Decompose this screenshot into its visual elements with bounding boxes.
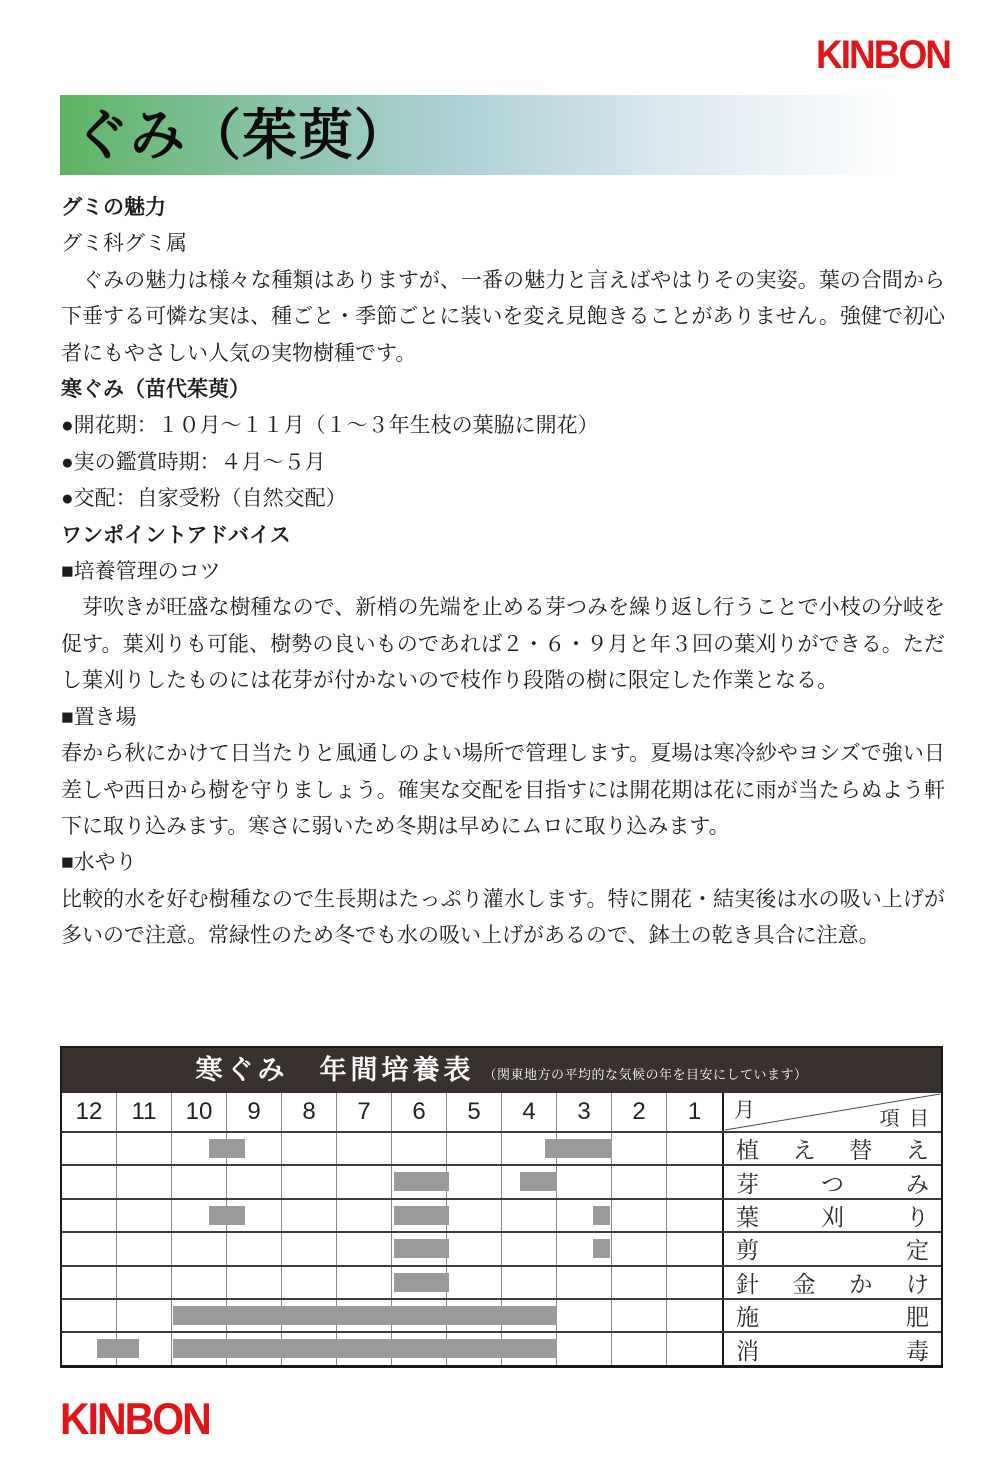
month-header-cell: 2 — [612, 1093, 667, 1131]
month-cell — [117, 1267, 172, 1298]
month-header-cell: 5 — [447, 1093, 502, 1131]
month-cell — [337, 1267, 392, 1298]
intro-family: グミ科グミ属 — [61, 232, 187, 256]
row-label — [736, 1232, 929, 1265]
month-cell — [337, 1233, 392, 1264]
month-header-cell: 8 — [282, 1093, 337, 1131]
row-label-char: え — [792, 1137, 816, 1164]
month-header-cell: 11 — [117, 1093, 172, 1131]
variety-heading: 寒ぐみ（苗代茱萸） — [61, 378, 250, 402]
month-cell — [62, 1200, 117, 1231]
month-cell — [447, 1200, 502, 1231]
advice-watering-title: ■水やり — [61, 851, 137, 875]
row-label-char: 定 — [906, 1237, 929, 1264]
row-label-char: 消 — [736, 1337, 759, 1364]
month-cell — [447, 1233, 502, 1264]
bullet-fruit-viewing: ●実の鑑賞時期：４月～５月 — [61, 450, 326, 474]
month-cell — [447, 1166, 502, 1197]
activity-bar — [394, 1273, 449, 1292]
row-label-char: 植 — [736, 1137, 759, 1164]
row-label-char: 肥 — [906, 1304, 929, 1331]
month-header-cell: 3 — [557, 1093, 612, 1131]
activity-bar — [593, 1239, 610, 1258]
row-label — [736, 1299, 929, 1332]
row-label — [736, 1166, 929, 1199]
table-title: 寒ぐみ 年間培養表 — [195, 1055, 475, 1085]
month-cell — [667, 1333, 722, 1364]
cultivation-table — [60, 1046, 943, 1368]
month-cell — [282, 1200, 337, 1231]
month-cell — [392, 1133, 447, 1164]
month-cell — [337, 1166, 392, 1197]
advice-heading: ワンポイントアドバイス — [61, 523, 291, 547]
month-cell — [612, 1267, 667, 1298]
month-cell — [227, 1233, 282, 1264]
intro-heading: グミの魅力 — [61, 196, 166, 219]
row-label-cell — [722, 1200, 941, 1231]
month-header-cell: 9 — [227, 1093, 282, 1131]
month-cell — [612, 1133, 667, 1164]
month-grid — [62, 1166, 722, 1197]
month-cell — [62, 1233, 117, 1264]
table-row — [62, 1267, 941, 1300]
month-cell — [117, 1233, 172, 1264]
title-banner — [60, 95, 940, 175]
month-cell — [667, 1233, 722, 1264]
row-label-char: 剪 — [736, 1237, 759, 1264]
month-header-cell: 1 — [687, 1098, 702, 1125]
month-cell — [62, 1133, 117, 1164]
month-grid — [62, 1200, 722, 1231]
row-label-cell — [722, 1300, 941, 1331]
page-title: ぐみ（茱萸） — [74, 104, 411, 166]
month-grid — [62, 1300, 722, 1331]
month-cell — [447, 1267, 502, 1298]
month-cell — [337, 1200, 392, 1231]
month-cell — [502, 1267, 557, 1298]
month-cell — [282, 1233, 337, 1264]
row-label-cell — [722, 1166, 941, 1197]
month-cell — [612, 1333, 667, 1364]
row-label-char: り — [906, 1203, 929, 1230]
month-cell — [502, 1233, 557, 1264]
row-label — [736, 1333, 929, 1366]
table-row — [62, 1233, 941, 1266]
row-label-char: か — [849, 1270, 873, 1297]
advice-placement-body: 春から秋にかけて日当たりと風通しのよい場所で管理します。夏場は寒冷紗やヨシズで強い日差しや西日から樹を守りましょう。確実な交配を目指すには開花期は花に雨が当たらぬよう軒下に取り込みます。寒さに弱いため冬期は早めにムロに取り込みます。 — [61, 742, 945, 838]
month-grid — [62, 1233, 722, 1264]
month-cell — [612, 1300, 667, 1331]
content — [61, 190, 945, 955]
row-label-char: 替 — [849, 1137, 873, 1164]
activity-bar — [394, 1172, 449, 1191]
month-item-corner-cell — [722, 1093, 941, 1131]
row-label-char: 刈 — [821, 1203, 844, 1230]
activity-bar — [520, 1172, 557, 1191]
month-cell — [557, 1333, 612, 1364]
month-cell — [557, 1267, 612, 1298]
row-label-cell — [722, 1267, 941, 1298]
row-label-char: 毒 — [906, 1337, 929, 1364]
advice-placement-title: ■置き場 — [61, 705, 137, 729]
month-cell — [337, 1133, 392, 1164]
activity-bar — [173, 1339, 557, 1358]
advice-watering-body: 比較的水を好む樹種なので生長期はたっぷり灌水します。特に開花・結実後は水の吸い上げが多いので注意。常緑性のため冬でも水の吸い上げがあるので、鉢土の乾き具合に注意。 — [61, 887, 945, 948]
month-cell — [172, 1166, 227, 1197]
corner-item-label: 項 目 — [879, 1108, 931, 1130]
activity-bar — [394, 1239, 449, 1258]
month-cell — [667, 1166, 722, 1197]
month-cell — [62, 1267, 117, 1298]
table-title-bar — [62, 1048, 941, 1093]
activity-bar — [209, 1139, 245, 1158]
activity-bar — [97, 1339, 139, 1358]
month-cell — [612, 1166, 667, 1197]
month-cell — [612, 1233, 667, 1264]
month-header-cell: 7 — [337, 1093, 392, 1131]
month-cell — [667, 1133, 722, 1164]
month-cell — [117, 1200, 172, 1231]
month-cell — [557, 1300, 612, 1331]
row-label-char: け — [905, 1270, 929, 1297]
row-label — [736, 1132, 929, 1165]
row-label-cell — [722, 1333, 941, 1364]
row-label-char: 葉 — [736, 1203, 759, 1230]
month-cell — [667, 1200, 722, 1231]
month-cell — [227, 1267, 282, 1298]
month-header-cell: 6 — [392, 1093, 447, 1131]
month-cell — [667, 1267, 722, 1298]
advice-care-body: 芽吹きが旺盛な樹種なので、新梢の先端を止める芽つみを繰り返し行うことで小枝の分岐を促す。葉刈りも可能、樹勢の良いものであれば２・６・９月と年３回の葉刈りができる。ただし葉刈りしたものには花芽が付かないので枝作り段階の樹に限定した作業となる。 — [61, 596, 945, 693]
month-cell — [282, 1166, 337, 1197]
month-cell — [447, 1133, 502, 1164]
month-cell — [227, 1166, 282, 1197]
row-label — [736, 1199, 929, 1232]
table-row — [62, 1133, 941, 1166]
row-label-cell — [722, 1233, 941, 1264]
month-header-row — [62, 1093, 941, 1133]
month-cell — [282, 1267, 337, 1298]
row-label-cell — [722, 1133, 941, 1164]
month-grid — [62, 1267, 722, 1298]
table-row — [62, 1300, 941, 1333]
month-cell — [282, 1133, 337, 1164]
month-cell — [117, 1133, 172, 1164]
activity-bar — [593, 1206, 610, 1225]
row-label-char: み — [906, 1170, 929, 1197]
month-cell — [612, 1200, 667, 1231]
kinbon-logo-top: KINBON — [816, 32, 950, 77]
row-label-char: 施 — [736, 1304, 759, 1331]
month-cell — [667, 1300, 722, 1331]
activity-bar — [545, 1139, 612, 1158]
month-header-cell: 4 — [502, 1093, 557, 1131]
row-label-char: つ — [821, 1170, 844, 1197]
kinbon-logo-bottom: KINBON — [60, 1394, 210, 1444]
intro-body: ぐみの魅力は様々な種類はありますが、一番の魅力と言えばやはりその実姿。葉の合間から下垂する可憐な実は、種ごと・季節ごとに装いを変え見飽きることがありません。強健で初心者にもやさしい人気の実物樹種です。 — [61, 268, 945, 365]
row-label — [736, 1266, 929, 1299]
row-label-char: 金 — [792, 1270, 816, 1297]
month-cell — [62, 1300, 117, 1331]
month-cell — [117, 1166, 172, 1197]
month-cell — [172, 1233, 227, 1264]
month-header-cell: 12 — [62, 1093, 117, 1131]
month-grid — [62, 1333, 722, 1364]
bullet-pollination: ●交配：自家受粉（自然交配） — [61, 487, 347, 511]
row-label-char: 針 — [736, 1270, 759, 1297]
month-cell — [502, 1200, 557, 1231]
table-grid — [62, 1093, 941, 1365]
corner-month-label: 月 — [734, 1099, 755, 1122]
bullet-flowering: ●開花期：１０月～１１月（１～３年生枝の葉脇に開花） — [61, 414, 599, 438]
table-row — [62, 1333, 941, 1364]
activity-bar — [394, 1206, 449, 1225]
month-cell — [62, 1166, 117, 1197]
row-label-char: え — [905, 1137, 929, 1164]
month-cell — [557, 1166, 612, 1197]
activity-bar — [173, 1306, 557, 1325]
table-row — [62, 1166, 941, 1199]
month-header-cell: 10 — [172, 1093, 227, 1131]
table-row — [62, 1200, 941, 1233]
row-label-char: 芽 — [736, 1170, 759, 1197]
month-cell — [172, 1267, 227, 1298]
advice-care-title: ■培養管理のコツ — [61, 560, 221, 584]
table-subtitle: （関東地方の平均的な気候の年を目安にしています） — [483, 1067, 808, 1082]
month-grid — [62, 1133, 722, 1164]
activity-bar — [209, 1206, 245, 1225]
month-cell — [117, 1300, 172, 1331]
